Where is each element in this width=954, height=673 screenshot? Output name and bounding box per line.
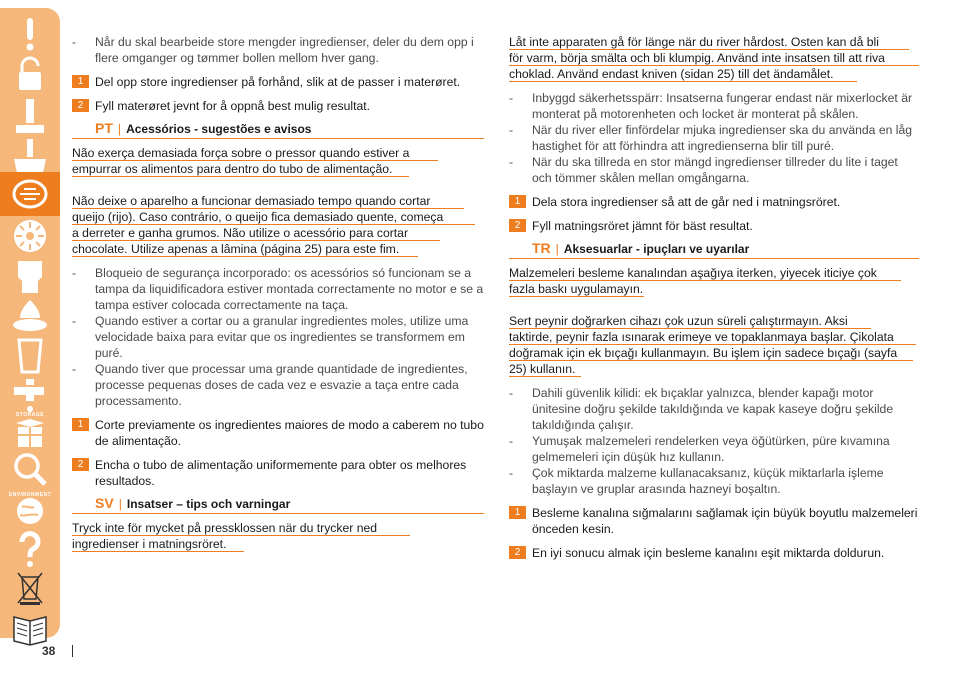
warning-block — [72, 145, 484, 177]
warning-line: ingredienser i matningsröret. — [72, 536, 484, 552]
warning-block — [72, 193, 484, 257]
warning-line: a derreter e ganha grumos. Não utilize o acessório para cortar — [72, 225, 484, 241]
measuring-cup-icon — [6, 336, 54, 376]
section-title: Insatser – tips och varningar — [126, 497, 291, 511]
warning-line: Não exerça demasiada força sobre o pressor quando estiver a — [72, 145, 484, 161]
step-text: En iyi sonucu almak için besleme kanalını eşit miktarda doldurun. — [532, 546, 885, 560]
step-item — [509, 194, 919, 210]
citrus-press-icon — [6, 296, 54, 336]
warning-block — [509, 313, 919, 377]
list-item: - Bloqueio de segurança incorporado: os acessórios só funcionam se a tampa da liquidificadora estiver montada correctamente no motor e se a tampa estiver colocada correctamente na taça. — [72, 265, 484, 313]
language-code: TR — [532, 240, 551, 256]
lock-icon — [6, 54, 54, 94]
list-item: - Çok miktarda malzeme kullanacaksanız, küçük miktarlarla işleme başlayın ve gruplar arasında hazneyi boşaltın. — [509, 465, 919, 497]
left-column — [72, 34, 484, 552]
globe-label: ENVIRONMENT — [8, 492, 52, 498]
warning-icon — [6, 14, 54, 54]
step-item — [72, 98, 484, 114]
warning-line: Låt inte apparaten gå för länge när du river hårdost. Osten kan då bli — [509, 34, 919, 50]
question-mark-icon — [6, 530, 54, 570]
warning-line: Sert peynir doğrarken cihazı çok uzun süreli çalıştırmayın. Aksi — [509, 313, 919, 329]
warning-line: för varm, börja smälta och bli klumpig. Använd inte insatsen till att riva — [509, 50, 919, 66]
section-title: Aksesuarlar - ipuçları ve uyarılar — [563, 242, 750, 256]
step-number: 2 — [72, 99, 89, 112]
step-number: 1 — [509, 506, 526, 519]
language-code: SV — [95, 495, 114, 511]
list-item: - Når du skal bearbeide store mengder ingredienser, deler du dem opp i flere omganger og tømmer bollen mellom hver gang. — [72, 34, 484, 66]
warning-line: empurrar os alimentos para dentro do tubo de alimentação. — [72, 161, 484, 177]
warning-block — [509, 34, 919, 82]
step-text: Besleme kanalına sığmalarını sağlamak için büyük boyutlu malzemeleri önceden kesin. — [532, 506, 918, 536]
crossed-bin-icon — [6, 568, 54, 608]
step-number: 1 — [72, 418, 89, 431]
list-item: - Yumuşak malzemeleri rendelerken veya öğütürken, püre kıvamına gelmemeleri için düşük hız kullanın. — [509, 433, 919, 465]
sidebar — [0, 8, 60, 638]
step-item — [509, 505, 919, 537]
warning-line: Não deixe o aparelho a funcionar demasiado tempo quando cortar — [72, 193, 484, 209]
step-number: 2 — [509, 546, 526, 559]
recycling-globe-icon — [6, 490, 54, 530]
section-header-pt: PT | Acessórios - sugestões e avisos — [72, 120, 484, 139]
step-number: 1 — [72, 75, 89, 88]
warning-line: Malzemeleri besleme kanalından aşağıya iterken, yiyecek iticiye çok — [509, 265, 919, 281]
list-item: - När du ska tillreda en stor mängd ingredienser tillreder du lite i taget och tömmer skålen mellan omgångarna. — [509, 154, 919, 186]
step-item — [509, 218, 919, 234]
grating-disc-icon — [0, 172, 60, 216]
warning-line: 25) kullanın. — [509, 361, 919, 377]
page-divider — [72, 645, 73, 657]
step-item — [72, 417, 484, 449]
step-text: Corte previamente os ingredientes maiores de modo a caberem no tubo de alimentação. — [95, 418, 484, 448]
warning-line: fazla baskı uygulamayın. — [509, 281, 919, 297]
list-item: - Inbyggd säkerhetsspärr: Insatserna fungerar endast när mixerlocket är monterat på motorenheten och locket är monterat på skålen. — [509, 90, 919, 122]
step-number: 2 — [509, 219, 526, 232]
slicing-disc-icon — [6, 216, 54, 256]
step-item — [72, 74, 484, 90]
warning-line: taktirde, peynir fazla ısınarak erimeye ve topaklanmaya başlar. Çikolata — [509, 329, 919, 345]
list-item: - När du river eller finfördelar mjuka ingredienser ska du använda en låg hastighet för att förhindra att ingredienserna blir till puré. — [509, 122, 919, 154]
blender-knife-icon — [6, 136, 54, 176]
step-item — [509, 545, 919, 561]
blender-icon — [6, 96, 54, 136]
step-text: Encha o tubo de alimentação uniformemente para obter os melhores resultados. — [95, 458, 467, 488]
storage-label: STORAGE — [15, 412, 45, 418]
manual-book-icon — [6, 608, 54, 648]
warning-line: chocolate. Utilize apenas a lâmina (página 25) para este fim. — [72, 241, 484, 257]
page-number: 38 — [42, 644, 56, 658]
step-number: 2 — [72, 458, 89, 471]
warning-block — [509, 265, 919, 297]
step-text: Del opp store ingredienser på forhånd, slik at de passer i materøret. — [95, 75, 461, 89]
step-item — [72, 457, 484, 489]
list-item: - Quando tiver que processar uma grande quantidade de ingredientes, processe pequenas doses de cada vez e esvazie a taça entre cada processamento. — [72, 361, 484, 409]
step-number: 1 — [509, 195, 526, 208]
step-text: Fyll materøret jevnt for å oppnå best mulig resultat. — [95, 99, 371, 113]
magnifier-icon — [6, 450, 54, 490]
language-code: PT — [95, 120, 113, 136]
tap-water-icon — [6, 376, 54, 416]
step-text: Fyll matningsröret jämnt för bäst resultat. — [532, 219, 753, 233]
step-text: Dela stora ingredienser så att de går ned i matningsröret. — [532, 195, 841, 209]
storage-box-icon — [6, 412, 54, 452]
list-item: - Dahili güvenlik kilidi: ek bıçaklar yalnızca, blender kapağı motor ünitesine doğru şekilde takıldığında ve kapak kaseye doğru şekilde takıldığında çalışır. — [509, 385, 919, 433]
section-title: Acessórios - sugestões e avisos — [126, 122, 312, 136]
warning-line: Tryck inte för mycket på pressklossen när du trycker ned — [72, 520, 484, 536]
warning-line: queijo (rijo). Caso contrário, o queijo fica demasiado quente, começa — [72, 209, 484, 225]
list-item: - Quando estiver a cortar ou a granular ingredientes moles, utilize uma velocidade baixa para evitar que os ingredientes se transformem em puré. — [72, 313, 484, 361]
right-column — [509, 34, 919, 561]
blender-jug-icon — [6, 256, 54, 296]
warning-line: choklad. Använd endast kniven (sidan 25) till det ändamålet. — [509, 66, 919, 82]
section-header-sv: SV | Insatser – tips och varningar — [72, 495, 484, 514]
section-header-tr: TR | Aksesuarlar - ipuçları ve uyarılar — [509, 240, 919, 259]
warning-block — [72, 520, 484, 552]
warning-line: doğramak için ek bıçağı kullanmayın. Bu işlem için sadece bıçağı (sayfa — [509, 345, 919, 361]
